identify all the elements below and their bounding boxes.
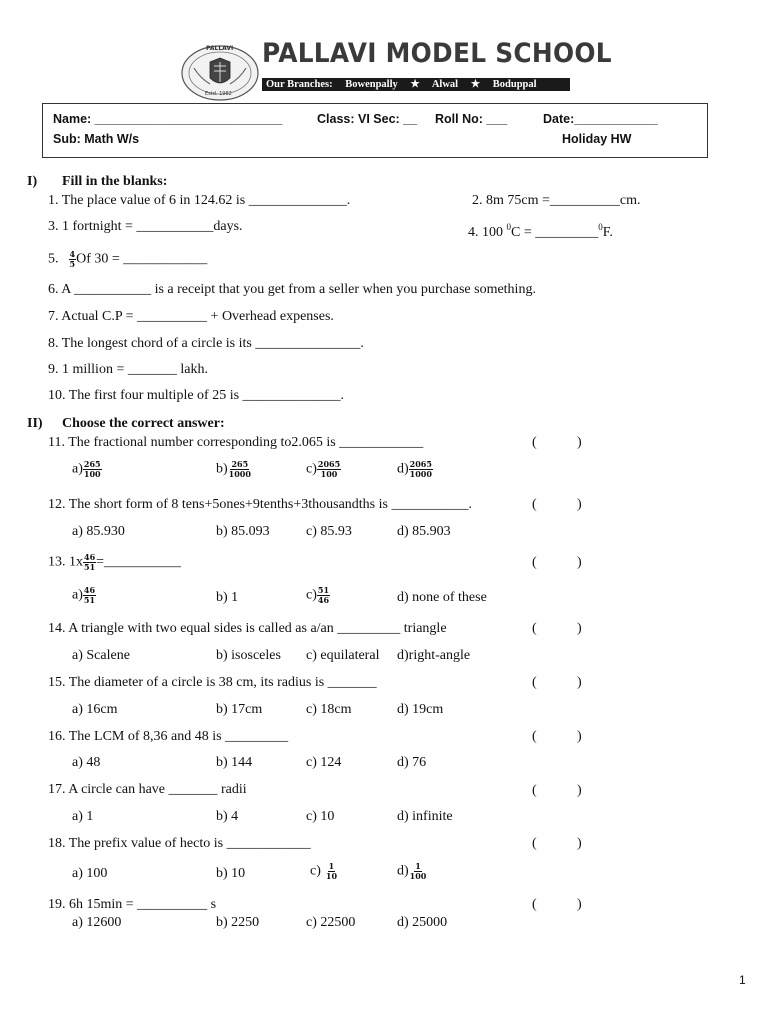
name-field: Name: ___________________________ [53,112,283,126]
option-label: a) [72,587,83,603]
option-a: a) 1 [72,809,94,824]
option-b [216,460,252,479]
fraction-denominator: 46 [317,595,330,605]
answer-paren-open: ( [532,435,537,450]
answer-paren-open: ( [532,729,537,744]
option-d: d) 76 [397,755,427,770]
answer-paren-close: ) [577,435,582,450]
answer-paren-close: ) [577,497,582,512]
question-4 [468,219,613,241]
q4-text: C = _________ [511,225,599,240]
question-15: 15. The diameter of a circle is 38 cm, its radius is _______ [48,675,377,690]
option-d: d)right-angle [397,648,471,663]
q4-text: F. [602,225,613,240]
option-label: d) [397,863,409,879]
class-field: Class: VI Sec: __ [317,112,418,126]
option-a [72,460,102,479]
branch-item: Bowenpally [345,79,398,90]
fraction-numerator: 46 [83,585,96,595]
answer-paren-close: ) [577,729,582,744]
option-b: b) 1 [216,590,239,605]
option-d: d) 19cm [397,702,444,717]
question-19: 19. 6h 15min = __________ s [48,897,217,912]
answer-paren-open: ( [532,675,537,690]
date-field: Date:____________ [543,112,658,126]
answer-paren-close: ) [577,836,582,851]
roll-field: Roll No: ___ [435,112,508,126]
answer-paren-close: ) [577,675,582,690]
option-label: c) [310,863,321,879]
question-13 [48,553,181,572]
fraction [83,460,102,479]
section-1-numeral: I) [27,174,38,189]
branches-label: Our Branches: [266,79,333,90]
option-c [306,460,341,479]
fraction-denominator: 100 [83,469,101,479]
question-11: 11. The fractional number corresponding to2.065 is ____________ [48,435,424,450]
fraction [317,586,330,605]
fraction-numerator: 265 [83,459,101,469]
option-b: b) isosceles [216,648,281,663]
answer-paren-close: ) [577,783,582,798]
option-b: b) 10 [216,866,246,881]
fraction-numerator: 46 [84,552,96,562]
fraction-numerator: 2065 [409,459,432,469]
option-a [72,586,96,605]
fraction-numerator: 1 [328,861,335,871]
option-d [397,460,433,479]
option-b: b) 85.093 [216,524,270,539]
question-18: 18. The prefix value of hecto is ____________ [48,836,311,851]
question-16: 16. The LCM of 8,36 and 48 is _________ [48,729,289,744]
fraction [409,862,428,881]
option-label: c) [306,587,317,603]
question-2: 2. 8m 75cm =__________cm. [472,193,641,208]
option-label: a) [72,461,83,477]
option-c: c) 85.93 [306,524,352,539]
fraction-denominator: 1000 [409,469,432,479]
option-d: d) 85.903 [397,524,451,539]
option-d: d) 25000 [397,915,448,930]
degree-sup: 0 [598,222,603,232]
answer-paren-open: ( [532,897,537,912]
option-c: c) 10 [306,809,335,824]
option-a: a) 85.930 [72,524,125,539]
option-a: a) 48 [72,755,101,770]
fraction [69,250,77,269]
branch-item: Boduppal [492,79,537,90]
logo-subtext: Estd. 1982 [205,91,232,97]
answer-paren-open: ( [532,621,537,636]
answer-paren-open: ( [532,497,537,512]
answer-paren-open: ( [532,555,537,570]
question-1: 1. The place value of 6 in 124.62 is ______________. [48,193,351,208]
fraction-denominator: 1000 [228,469,251,479]
fraction-numerator: 1 [415,861,421,871]
star-icon: ★ [410,79,420,90]
fraction-numerator: 51 [317,585,330,595]
option-c [306,586,330,605]
question-5 [48,250,207,269]
fraction [409,460,433,479]
branches-bar [262,78,570,91]
holiday-hw-label: Holiday HW [562,132,632,146]
logo-text: PALLAVI [206,45,234,52]
fraction-denominator: 51 [84,562,96,572]
q5-number: 5. [48,251,59,267]
fraction-numerator: 2065 [317,459,341,469]
fraction-denominator: 100 [409,871,427,881]
option-a: a) 100 [72,866,108,881]
question-8: 8. The longest chord of a circle is its _______________. [48,336,364,351]
school-name: PALLAVI MODEL SCHOOL [262,38,612,69]
star-icon: ★ [470,79,481,90]
question-10: 10. The first four multiple of 25 is ______________. [48,388,345,403]
answer-paren-close: ) [577,555,582,570]
question-9: 9. 1 million = _______ lakh. [48,362,208,377]
option-c: c) equilateral [306,648,380,663]
fraction-numerator: 4 [69,249,76,259]
question-3: 3. 1 fortnight = ___________days. [48,219,243,234]
q13-text: 13. 1x [48,554,83,570]
q13-text: =___________ [96,554,182,570]
option-label: b) [216,461,228,477]
page-number: 1 [739,973,746,987]
option-a: a) 16cm [72,702,118,717]
q4-text: 4. 100 [468,225,507,240]
option-d: d) none of these [397,590,487,605]
fraction [228,460,252,479]
degree-sup: 0 [506,222,511,232]
question-14: 14. A triangle with two equal sides is called as a/an _________ triangle [48,621,447,636]
fraction-denominator: 51 [83,595,96,605]
fraction-denominator: 100 [320,469,338,479]
option-label: c) [306,461,317,477]
option-c: c) 124 [306,755,342,770]
fraction-denominator: 10 [325,871,338,881]
option-b: b) 144 [216,755,253,770]
option-label: d) [397,461,409,477]
answer-paren-open: ( [532,836,537,851]
section-1-title: Fill in the blanks: [62,174,168,189]
option-c [310,862,338,881]
answer-paren-close: ) [577,897,582,912]
option-d [397,862,427,881]
question-6: 6. A ___________ is a receipt that you get from a seller when you purchase something. [48,282,536,297]
student-info-box [42,103,708,158]
option-a: a) Scalene [72,648,130,663]
fraction-numerator: 265 [231,459,249,469]
section-2-title: Choose the correct answer: [62,416,225,431]
option-c: c) 18cm [306,702,352,717]
option-b: b) 2250 [216,915,260,930]
branch-item: Alwal [431,79,459,90]
question-12: 12. The short form of 8 tens+5ones+9tenths+3thousandths is ___________. [48,497,472,512]
fraction [83,553,96,572]
question-7: 7. Actual C.P = __________ + Overhead expenses. [48,309,334,324]
subject-field: Sub: Math W/s [53,132,140,146]
option-c: c) 22500 [306,915,356,930]
option-b: b) 17cm [216,702,263,717]
section-2-numeral: II) [27,416,43,431]
fraction-denominator: 5 [69,259,76,269]
option-d: d) infinite [397,809,453,824]
answer-paren-open: ( [532,783,537,798]
option-a: a) 12600 [72,915,122,930]
fraction [325,862,338,881]
answer-paren-close: ) [577,621,582,636]
option-b: b) 4 [216,809,239,824]
fraction [83,586,96,605]
fraction [317,460,341,479]
q5-text: Of 30 = ____________ [76,251,208,267]
question-17: 17. A circle can have _______ radii [48,782,247,797]
